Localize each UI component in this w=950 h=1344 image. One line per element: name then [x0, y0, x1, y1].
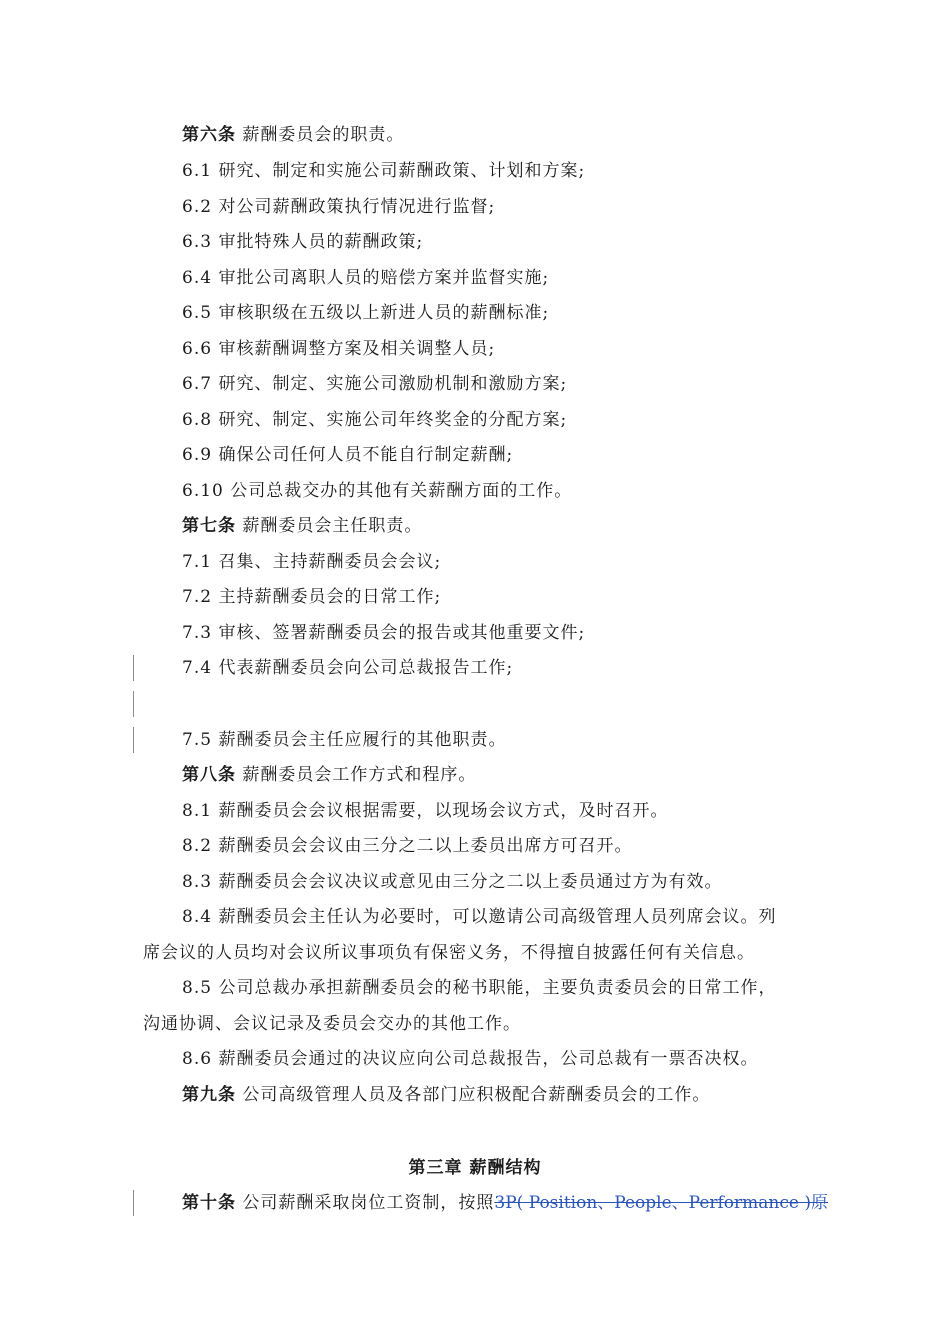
list-item: 7.1 召集、主持薪酬委员会会议;	[182, 552, 442, 572]
article-7	[182, 515, 422, 537]
list-item: 6.2 对公司薪酬政策执行情况进行监督;	[182, 197, 496, 217]
paragraph-8-5-line-2: 沟通协调、会议记录及委员会交办的其他工作。	[143, 1014, 521, 1034]
list-item: 8.2 薪酬委员会会议由三分之二以上委员出席方可召开。	[182, 836, 633, 856]
article-9-heading: 第九条	[182, 1085, 236, 1105]
article-10	[182, 1192, 828, 1214]
article-7-heading: 第七条	[182, 516, 236, 536]
change-bar	[133, 655, 134, 681]
list-item: 8.1 薪酬委员会会议根据需要，以现场会议方式，及时召开。	[182, 801, 669, 821]
article-9	[182, 1084, 710, 1106]
article-8	[182, 764, 476, 786]
change-bar	[133, 1190, 134, 1216]
article-10-heading: 第十条	[182, 1193, 236, 1213]
list-item: 7.5 薪酬委员会主任应履行的其他职责。	[182, 730, 507, 750]
article-6-heading: 第六条	[182, 125, 236, 145]
list-item: 6.3 审批特殊人员的薪酬政策;	[182, 232, 424, 252]
change-bar	[133, 691, 134, 717]
article-6-title: 薪酬委员会的职责。	[242, 125, 405, 145]
paragraph-8-5-line-1: 8.5 公司总裁办承担薪酬委员会的秘书职能，主要负责委员会的日常工作，	[182, 978, 777, 998]
paragraph-8-4-line-2: 席会议的人员均对会议所议事项负有保密义务，不得擅自披露任何有关信息。	[143, 943, 755, 963]
list-item: 6.4 审批公司离职人员的赔偿方案并监督实施;	[182, 268, 550, 288]
article-6	[182, 124, 404, 146]
paragraph-8-4-line-1: 8.4 薪酬委员会主任认为必要时，可以邀请公司高级管理人员列席会议。列	[182, 907, 777, 927]
article-8-title: 薪酬委员会工作方式和程序。	[242, 765, 477, 785]
article-7-title: 薪酬委员会主任职责。	[242, 516, 423, 536]
article-10-text: 公司薪酬采取岗位工资制，按照	[242, 1193, 495, 1213]
list-item: 7.4 代表薪酬委员会向公司总裁报告工作;	[182, 658, 514, 678]
article-9-text: 公司高级管理人员及各部门应积极配合薪酬委员会的工作。	[242, 1085, 711, 1105]
list-item: 6.8 研究、制定、实施公司年终奖金的分配方案;	[182, 410, 568, 430]
list-item: 6.1 研究、制定和实施公司薪酬政策、计划和方案;	[182, 161, 586, 181]
list-item: 6.9 确保公司任何人员不能自行制定薪酬;	[182, 445, 514, 465]
chapter-heading: 第三章 薪酬结构	[408, 1158, 542, 1178]
deleted-text: 3P( Position、People、Performance )原	[494, 1193, 828, 1213]
change-bar	[133, 727, 134, 753]
list-item: 6.5 审核职级在五级以上新进人员的薪酬标准;	[182, 303, 550, 323]
paragraph-8-6: 8.6 薪酬委员会通过的决议应向公司总裁报告，公司总裁有一票否决权。	[182, 1049, 759, 1069]
list-item: 8.3 薪酬委员会会议决议或意见由三分之二以上委员通过方为有效。	[182, 872, 723, 892]
article-8-heading: 第八条	[182, 765, 236, 785]
list-item: 6.7 研究、制定、实施公司激励机制和激励方案;	[182, 374, 568, 394]
list-item: 6.10 公司总裁交办的其他有关薪酬方面的工作。	[182, 481, 573, 501]
list-item: 7.2 主持薪酬委员会的日常工作;	[182, 587, 442, 607]
list-item: 6.6 审核薪酬调整方案及相关调整人员;	[182, 339, 496, 359]
list-item: 7.3 审核、签署薪酬委员会的报告或其他重要文件;	[182, 623, 586, 643]
